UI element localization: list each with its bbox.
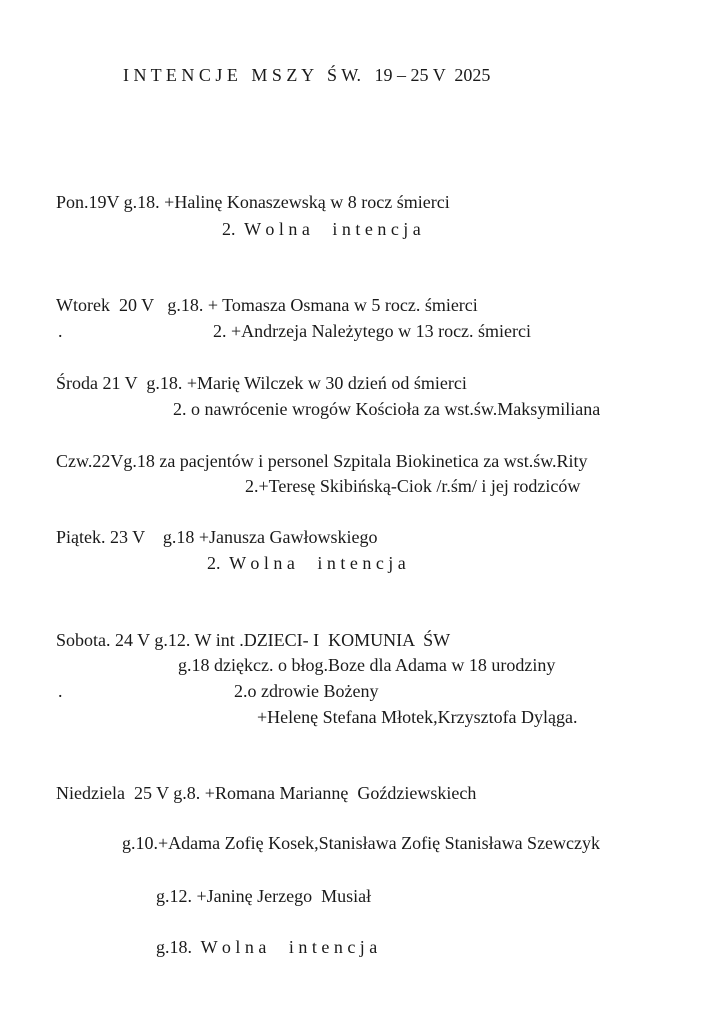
intention-line: g.18. W o l n a i n t e n c j a xyxy=(156,937,378,957)
intention-line: 2. W o l n a i n t e n c j a xyxy=(207,553,406,573)
intention-line: 2. +Andrzeja Należytego w 13 rocz. śmierci xyxy=(213,321,532,341)
dot-marker: . xyxy=(58,681,63,701)
intention-line: Wtorek 20 V g.18. + Tomasza Osmana w 5 rocz. śmierci xyxy=(56,295,478,315)
intention-line: Pon.19V g.18. +Halinę Konaszewską w 8 rocz śmierci xyxy=(56,192,450,212)
intention-line: Czw.22Vg.18 za pacjentów i personel Szpitala Biokinetica za wst.św.Rity xyxy=(56,451,588,471)
intention-line: g.18 dziękcz. o błog.Boze dla Adama w 18 urodziny xyxy=(178,655,556,675)
intention-line: 2. o nawrócenie wrogów Kościoła za wst.św.Maksymiliana xyxy=(173,399,601,419)
intention-line: Środa 21 V g.18. +Marię Wilczek w 30 dzień od śmierci xyxy=(56,373,467,393)
intention-line: Piątek. 23 V g.18 +Janusza Gawłowskiego xyxy=(56,527,378,547)
intention-line: g.12. +Janinę Jerzego Musiał xyxy=(156,886,372,906)
intention-line: 2.+Teresę Skibińską-Ciok /r.śm/ i jej rodziców xyxy=(245,476,581,496)
intention-line: 2.o zdrowie Bożeny xyxy=(234,681,379,701)
intention-line: 2. W o l n a i n t e n c j a xyxy=(222,219,421,239)
intention-line: Sobota. 24 V g.12. W int .DZIECI- I KOMUNIA ŚW xyxy=(56,630,451,650)
intention-line: +Helenę Stefana Młotek,Krzysztofa Dyląga. xyxy=(257,707,578,727)
intention-line: g.10.+Adama Zofię Kosek,Stanisława Zofię Stanisława Szewczyk xyxy=(122,833,601,853)
page-title: I N T E N C J E M S Z Y Ś W. 19 – 25 V 2025 xyxy=(123,65,491,85)
intention-line: Niedziela 25 V g.8. +Romana Mariannę Goździewskiech xyxy=(56,783,477,803)
dot-marker: . xyxy=(58,321,63,341)
